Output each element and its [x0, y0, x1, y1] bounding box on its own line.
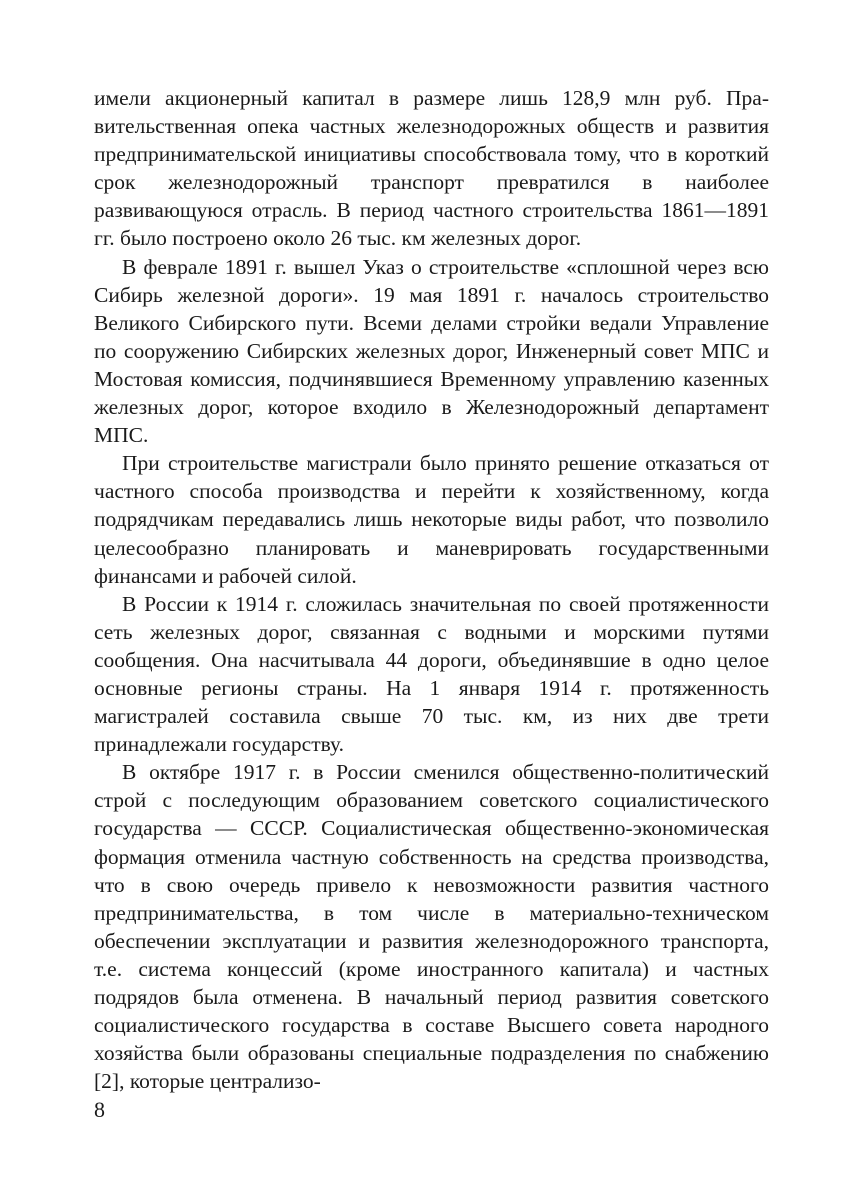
page-number: 8: [94, 1097, 105, 1122]
paragraph-5: В октябре 1917 г. в России сменился общественно-политический строй с последующим образованием советского социалистического государства — СССР. Социалистическая общественно-экономическая формация отменила частную собственность на средства производства, что в свою очередь привело к невозможности развития частного предпринимательства, в том числе в материально-техническом обеспечении эксплуатации и развития железнодорожного транспорта, т.е. система концессий (кроме иностранного капитала) и частных подрядов была отменена. В начальный период развития советского социалистического государства в составе Высшего совета народного хозяйства были образованы специальные подразделения по снабжению [2], которые централизо-: [94, 760, 769, 1094]
paragraph-1: имели акционерный капитал в размере лишь 128,9 млн руб. Правительственная опека частных железнодорожных обществ и развития предпринимательской инициативы способствовала тому, что в короткий срок железнодорожный транспорт превратился в наиболее развивающуюся отрасль. В период частного строительства 1861—1891 гг. было построено около 26 тыс. км железных дорог.: [94, 86, 769, 251]
paragraph-4: В России к 1914 г. сложилась значительная по своей протяженности сеть железных дорог, связанная с водными и морскими путями сообщения. Она насчитывала 44 дороги, объединявшие в одно целое основные регионы страны. На 1 января 1914 г. протяженность магистралей составила свыше 70 тыс. км, из них две трети принадлежали государству.: [94, 591, 769, 757]
page-body: [94, 84, 769, 1095]
paragraph-2: В феврале 1891 г. вышел Указ о строительстве «сплошной через всю Сибирь железной дороги». 19 мая 1891 г. началось строительство Великого Сибирского пути. Всеми делами стройки ведали Управление по сооружению Сибирских железных дорог, Инженерный совет МПС и Мостовая комиссия, подчинявшиеся Временному управлению казенных железных дорог, которое входило в Железнодорожный департамент МПС.: [94, 254, 769, 448]
paragraph-3: При строительстве магистрали было принято решение отказаться от частного способа производства и перейти к хозяйственному, когда подрядчикам передавались лишь некоторые виды работ, что позволило целесообразно планировать и маневрировать государственными финансами и рабочей силой.: [94, 451, 769, 588]
